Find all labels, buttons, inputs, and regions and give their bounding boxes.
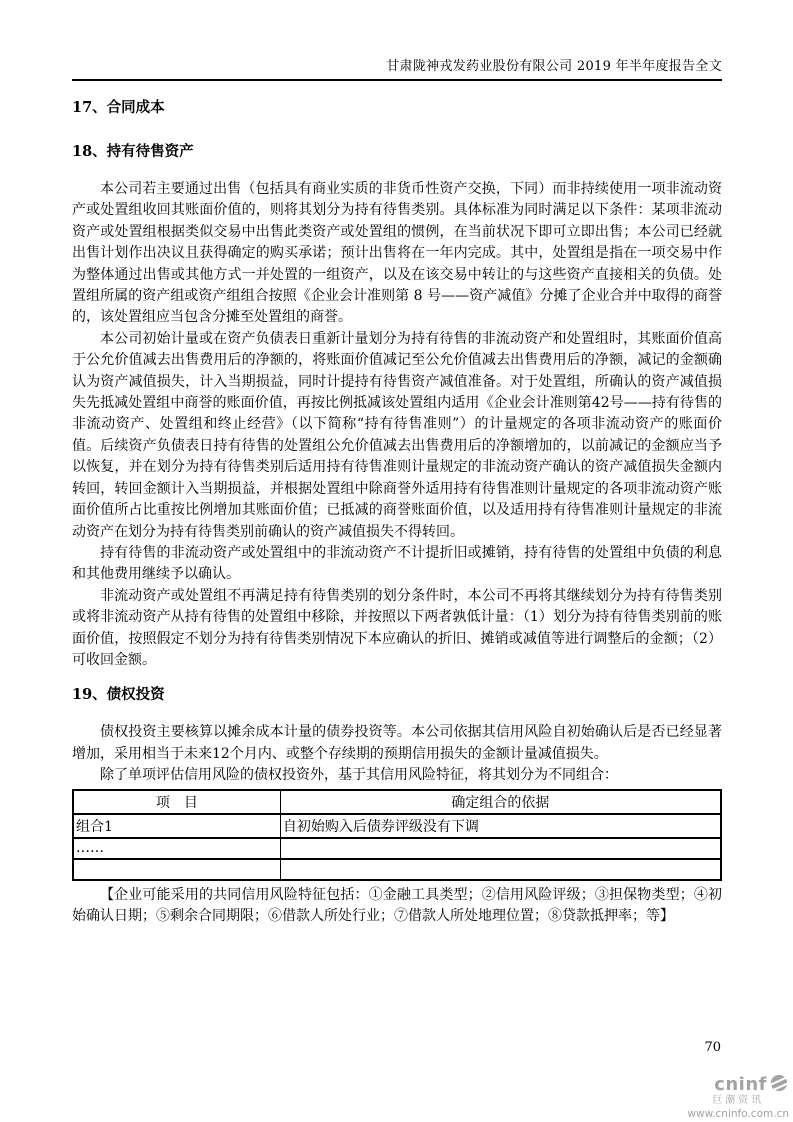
section-19-heading: 19、债权投资 [72,686,165,704]
page-header [72,0,722,81]
section-17-heading: 17、合同成本 [72,99,165,116]
section-19-paragraph-2: 除了单项评估信用风险的债权投资外，基于其信用风险特征，将其划分为不同组合： [100,767,618,784]
page-number: 70 [704,1040,721,1055]
table-row [73,814,721,838]
cninfo-logo-brand-row [687,1074,789,1096]
table-cell-combination-3 [73,859,280,880]
section-18-heading: 18、持有待售资产 [72,143,194,160]
section-18-paragraph-3: 持有待售的非流动资产或处置组中的非流动资产不计提折旧或摊销，持有待售的处置组中负债的利息和其他费用继续予以确认。 [72,544,722,583]
document-content [72,78,722,927]
table-header-basis: 确定组合的依据 [280,790,721,814]
table-cell-basis-2 [280,838,721,859]
table-cell-basis-3 [280,859,721,880]
cninfo-logo [687,1074,789,1120]
section-18-paragraph-4: 非流动资产或处置组不再满足持有待售类别的划分条件时，本公司不再将其继续划分为持有待售类别或将非流动资产从持有待售的处置组中移除，并按照以下两者孰低计量：（1）划分为持有待售类别前的账面价值，按照假定不划分为持有待售类别情况下本应确认的折旧、摊销或减值等进行调整后的金额；（2）可收回金额。 [72,587,722,668]
table-cell-basis-1: 自初始购入后债券评级没有下调 [280,814,721,838]
table-header-row [73,790,721,814]
section-18-paragraph-1: 本公司若主要通过出售（包括具有商业实质的非货币性资产交换，下同）而非持续使用一项非流动资产或处置组收回其账面价值的，则将其划分为持有待售类别。具体标准为同时满足以下条件：某项非流动资产或处置组根据类似交易中出售此类资产或处置组的惯例，在当前状况下即可立即出售；本公司已经就出售计划作出决议且获得确定的购买承诺；预计出售将在一年内完成。其中，处置组是指在一项交易中作为整体通过出售或其他方式一并处置的一组资产，以及在该交易中转让的与这些资产直接相关的负债。处置组所属的资产组或资产组组合按照《企业会计准则第 8 号——资产减值》分摊了企业合并中取得的商誉的，该处置组应当包含分摊至处置组的商誉。 [72,181,722,326]
cninfo-swirl-icon [769,1074,789,1096]
table-row [73,859,721,880]
report-header-title: 甘肃陇神戎发药业股份有限公司 2019 年半年度报告全文 [72,0,722,81]
table-row [73,838,721,859]
table-cell-combination-1: 组合1 [73,814,280,838]
section-18-paragraph-2: 本公司初始计量或在资产负债表日重新计量划分为持有待售的非流动资产和处置组时，其账面价值高于公允价值减去出售费用后的净额的，将账面价值减记至公允价值减去出售费用后的净额，减记的金额确认为资产减值损失，计入当期损益，同时计提持有待售资产减值准备。对于处置组，所确认的资产减值损失先抵减处置组中商誉的账面价值，再按比例抵减该处置组内适用《企业会计准则第42号——持有待售的非流动资产、处置组和终止经营》（以下简称“持有待售准则”）的计量规定的各项非流动资产的账面价值。后续资产负债表日持有待售的处置组公允价值减去出售费用后的净额增加的，以前减记的金额应当予以恢复，并在划分为持有待售类别后适用持有待售准则计量规定的非流动资产确认的资产减值损失金额内转回，转回金额计入当期损益，并根据处置组中除商誉外适用持有待售准则计量规定的各项非流动资产账面价值所占比重按比例增加其账面价值；已抵减的商誉账面价值，以及适用持有待售准则计量规定的非流动资产在划分为持有待售类别前确认的资产减值损失不得转回。 [72,330,722,540]
cninfo-brand-text: cninf [714,1073,767,1095]
table-cell-combination-2: …… [73,838,280,859]
cninfo-chinese-name: 巨潮资讯 [712,1095,765,1107]
cninfo-url: www.cninfo.com.cn [687,1107,789,1120]
table-header-item: 项 目 [73,790,280,814]
credit-risk-combination-table [72,789,722,881]
section-19-paragraph-1: 债权投资主要核算以摊余成本计量的债券投资等。本公司依据其信用风险自初始确认后是否已经显著增加，采用相当于未来12个月内、或整个存续期的预期信用损失的金额计量减值损失。 [72,724,722,762]
section-19-note: 【企业可能采用的共同信用风险特征包括：①金融工具类型；②信用风险评级；③担保物类型；④初始确认日期；⑤剩余合同期限；⑥借款人所处行业；⑦借款人所处地理位置；⑧贷款抵押率；等】 [72,886,722,924]
